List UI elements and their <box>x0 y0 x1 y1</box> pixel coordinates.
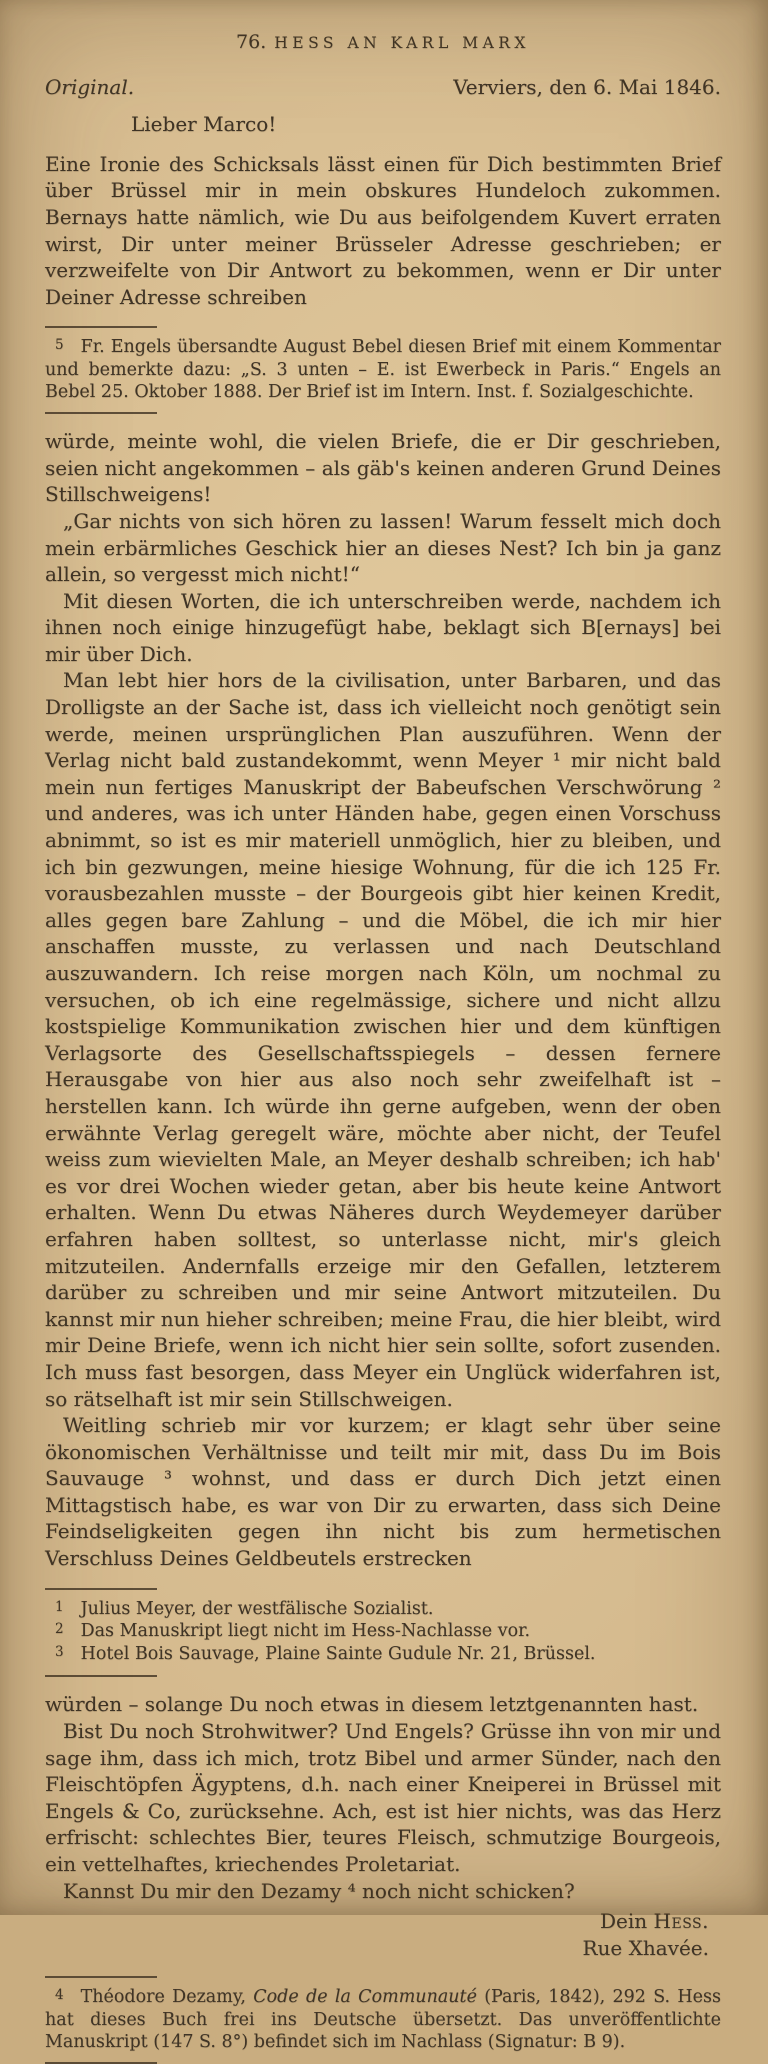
footnote-block-4 <box>45 1976 721 2064</box>
letter-heading <box>45 28 721 57</box>
footnote-rule-top <box>45 326 157 328</box>
paragraph-5-start: Weitling schrieb mir vor kurzem; er klagt sehr über seine ökonomischen Verhältnisse und teilt mir mit, dass Du im Bois Sauvauge ³ wohnst, und dass er durch Dich jetzt einen Mittagstisch habe, es war von Dir zu erwarten, dass sich Deine Feindseligkeiten gegen ihn nicht bis zum hermetischen Verschluss Deines Geldbeutels erstrecken <box>45 1413 721 1571</box>
footnote-4-book-title: Code de la Communauté <box>253 1987 477 2008</box>
paragraph-2-quote: „Gar nichts von sich hören zu lassen! Warum fesselt mich doch mein erbärmliches Geschick hier an dieses Nest? Ich bin ja ganz allein, so vergesst mich nicht!“ <box>45 508 721 587</box>
footnote-3 <box>45 1644 721 1667</box>
letter-meta-row <box>45 74 721 101</box>
footnote-1-marker: 1 <box>55 1598 64 1615</box>
footnote-block-1-3 <box>45 1588 721 1678</box>
signature-block <box>45 1908 721 1961</box>
footnote-rule-bottom <box>45 1675 157 1677</box>
footnote-1-text: Julius Meyer, der westfälische Sozialist. <box>80 1598 434 1619</box>
footnote-rule-top <box>45 1588 157 1590</box>
signature-pre: Dein <box>600 1909 654 1934</box>
paragraph-7-question: Kannst Du mir den Dezamy ⁴ noch nicht schicken? <box>63 1878 575 1903</box>
footnote-2-marker: 2 <box>55 1621 64 1638</box>
letter-number: 76. <box>236 31 267 53</box>
paragraph-3: Mit diesen Worten, die ich unterschreiben werde, nachdem ich ihnen noch einige hinzugefügt habe, beklagt sich B[ernays] bei mir über Dich. <box>45 588 721 666</box>
footnote-4-marker: 4 <box>55 1987 64 2004</box>
footnote-3-marker: 3 <box>55 1643 64 1660</box>
footnote-4-text-1: Théodore Dezamy, <box>80 1987 254 2008</box>
paragraph-1-continued: würde, meinte wohl, die vielen Briefe, die er Dir geschrieben, seien nicht angekommen – als gäb's keinen anderen Grund Deines Stillschweigens! <box>45 429 721 507</box>
signature-name-line <box>45 1908 709 1935</box>
paragraph-6: Bist Du noch Strohwitwer? Und Engels? Grüsse ihn von mir und sage ihm, dass ich mich, trotz Bibel und armer Sünder, nach den Fleischtöpfen Ägyptens, d.h. nach einer Kneiperei in Brüssel mit Engels & Co, zurücksehne. Ach, est ist hier nichts, was das Herz erfrischt: schlechtes Bier, teures Fleisch, schmutzige Bourgeois, ein vettelhaftes, kriechendes Proletariat. <box>45 1719 721 1876</box>
paragraph-1-start: Eine Ironie des Schicksals lässt einen für Dich bestimmten Brief über Brüssel mir in mein obskures Hundeloch zukommen. Bernays hatte nämlich, wie Du aus beifolgendem Kuvert erraten wirst, Dir unter meiner Brüsseler Adresse geschrieben; er verzweifelte von Dir Antwort zu bekommen, wenn er Dir unter Deiner Adresse schreiben <box>45 151 721 309</box>
letter-title: HESS AN KARL MARX <box>274 34 530 52</box>
footnote-rule-bottom <box>45 412 157 414</box>
paragraph-5-continued: würden – solange Du noch etwas in diesem letztgenannten hast. <box>45 1692 699 1717</box>
footnote-block-5 <box>45 326 721 414</box>
signature-address-line: Rue Xhavée. <box>582 1935 709 1960</box>
footnote-5-marker: 5 <box>55 337 64 354</box>
footnote-rule-top <box>45 1976 157 1978</box>
signature-name: Hess. <box>653 1909 709 1934</box>
footnote-3-text: Hotel Bois Sauvage, Plaine Sainte Gudule Nr. 21, Brüssel. <box>80 1643 596 1664</box>
footnote-4-text-2: (Paris, 1842), 292 S. Hess hat dieses Buch frei ins Deutsche übersetzt. Das unveröffentlichte Manuskript (147 S. 8°) befindet sich im Nachlass (Signatur: B 9). <box>45 1987 721 2052</box>
footnote-5-text: Fr. Engels übersandte August Bebel diesen Brief mit einem Kommentar und bemerkte dazu: „S. 3 unten – E. ist Ewerbeck in Paris.“ Engels an Bebel 25. Oktober 1888. Der Brief ist im Intern. Inst. f. Sozialgeschichte. <box>45 337 721 402</box>
dateline: Verviers, den 6. Mai 1846. <box>453 74 721 99</box>
footnote-1 <box>45 1599 721 1622</box>
salutation: Lieber Marco! <box>131 112 277 137</box>
footnote-2-text: Das Manuskript liegt nicht im Hess-Nachlasse vor. <box>80 1621 531 1642</box>
footnote-5 <box>45 337 721 403</box>
footnote-4 <box>45 1987 721 2053</box>
source-label: Original. <box>45 74 135 99</box>
footnote-2 <box>45 1621 721 1644</box>
paragraph-4: Man lebt hier hors de la civilisation, unter Barbaren, und das Drolligste an der Sache ist, dass ich vielleicht noch genötigt sein werde, meinen ursprünglichen Plan auszuführen. Wenn der Verlag nicht bald zustandekommt, wenn Meyer ¹ mir nicht bald mein nun fertiges Manuskript der Babeufschen Verschwörung ² und anderes, was ich unter Händen habe, gegen einen Vorschuss abnimmt, so ist es mir materiell unmöglich, hier zu bleiben, und ich bin gezwungen, meine hiesige Wohnung, für die ich 125 Fr. vorausbezahlen musste – der Bourgeois gibt hier keinen Kredit, alles gegen bare Zahlung – und die Möbel, die ich mir hier anschaffen musste, zu verlassen und nach Deutschland auszuwandern. Ich reise morgen nach Köln, um nochmal zu versuchen, ob ich eine regelmässige, sichere und nicht allzu kostspielige Kommunikation zwischen hier und dem künftigen Verlagsorte des Gesellschaftsspiegels – dessen fernere Herausgabe von hier aus also noch sehr zweifelhaft ist – herstellen kann. Ich würde ihn gerne aufgeben, wenn der oben erwähnte Verlag geregelt wäre, möchte aber nicht, der Teufel weiss zum wievielten Male, an Meyer deshalb schreiben; ich hab' es vor drei Wochen wieder getan, aber bis heute keine Antwort erhalten. Wenn Du etwas Näheres durch Weydemeyer darüber erfahren haben solltest, so unterlasse nicht, mir's gleich mitzuteilen. Andernfalls erzeige mir den Gefallen, letzterem darüber zu schreiben und mir seine Antwort mitzuteilen. Du kannst mir nun hieher schreiben; meine Frau, die hier bleibt, wird mir Deine Briefe, wenn ich nicht hier sein sollte, sofort zusenden. Ich muss fast besorgen, dass Meyer ein Unglück widerfahren ist, so rätselhaft ist mir sein Stillschweigen. <box>45 668 721 1411</box>
